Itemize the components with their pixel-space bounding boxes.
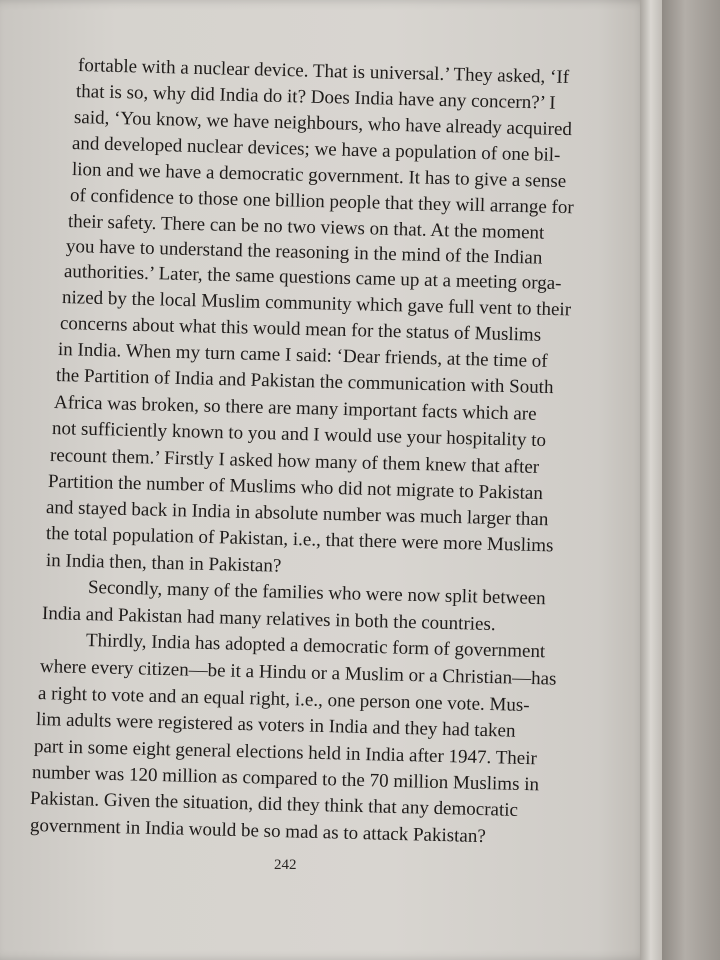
text-line: in India then, than in Pakistan?	[45, 550, 282, 577]
text-line: India and Pakistan had many relatives in both the countries.	[41, 603, 496, 636]
text-line: not sufficiently known to you and I would use your hospitality to	[51, 418, 547, 452]
text-line: and developed nuclear devices; we have a population of one bil-	[71, 133, 561, 166]
text-line: authorities.’ Later, the same questions came up at a meeting orga-	[63, 261, 562, 295]
text-line: government in India would be so mad as to attack Pakistan?	[29, 815, 487, 848]
text-line: that is so, why did India do it? Does India have any concern?’ I	[75, 81, 556, 114]
text-line: and stayed back in India in absolute number was much larger than	[45, 497, 549, 531]
text-line: Secondly, many of the families who were now split between	[87, 577, 546, 610]
text-line: Africa was broken, so there are many important facts which are	[53, 392, 537, 425]
page-number: 242	[274, 857, 297, 873]
text-line: concerns about what this would mean for the status of Muslims	[59, 313, 542, 346]
text-line: fortable with a nuclear device. That is universal.’ They asked, ‘If	[77, 55, 570, 88]
text-line: Pakistan. Given the situation, did they think that any democratic	[29, 788, 519, 821]
text-line: their safety. There can be no two views on that. At the moment	[67, 211, 545, 244]
text-line: number was 120 million as compared to the 70 million Muslims in	[31, 762, 540, 796]
text-line: Partition the number of Muslims who did not migrate to Pakistan	[47, 471, 544, 505]
text-line: nized by the local Muslim community which gave full vent to their	[61, 287, 572, 321]
text-line: a right to vote and an equal right, i.e., one person one vote. Mus-	[37, 683, 530, 717]
text-line: the total population of Pakistan, i.e., that there were more Muslims	[45, 523, 554, 557]
text-line: part in some eight general elections held in India after 1947. Their	[33, 736, 538, 770]
text-line: you have to understand the reasoning in the mind of the Indian	[65, 236, 543, 269]
text-line: recount them.’ Firstly I asked how many of them knew that after	[49, 445, 540, 478]
text-line: lion and we have a democratic government. It has to give a sense	[71, 159, 567, 193]
text-line: said, ‘You know, we have neighbours, who have already acquired	[73, 107, 573, 141]
text-line: Thirdly, India has adopted a democratic form of government	[85, 630, 546, 663]
text-line: the Partition of India and Pakistan the communication with South	[55, 365, 554, 399]
text-line: in India. When my turn came I said: ‘Dear friends, at the time of	[57, 339, 548, 372]
text-line: of confidence to those one billion people that they will arrange for	[69, 185, 574, 219]
text-line: where every citizen—be it a Hindu or a Muslim or a Christian—has	[39, 656, 557, 690]
text-line: lim adults were registered as voters in India and they had taken	[35, 709, 516, 742]
